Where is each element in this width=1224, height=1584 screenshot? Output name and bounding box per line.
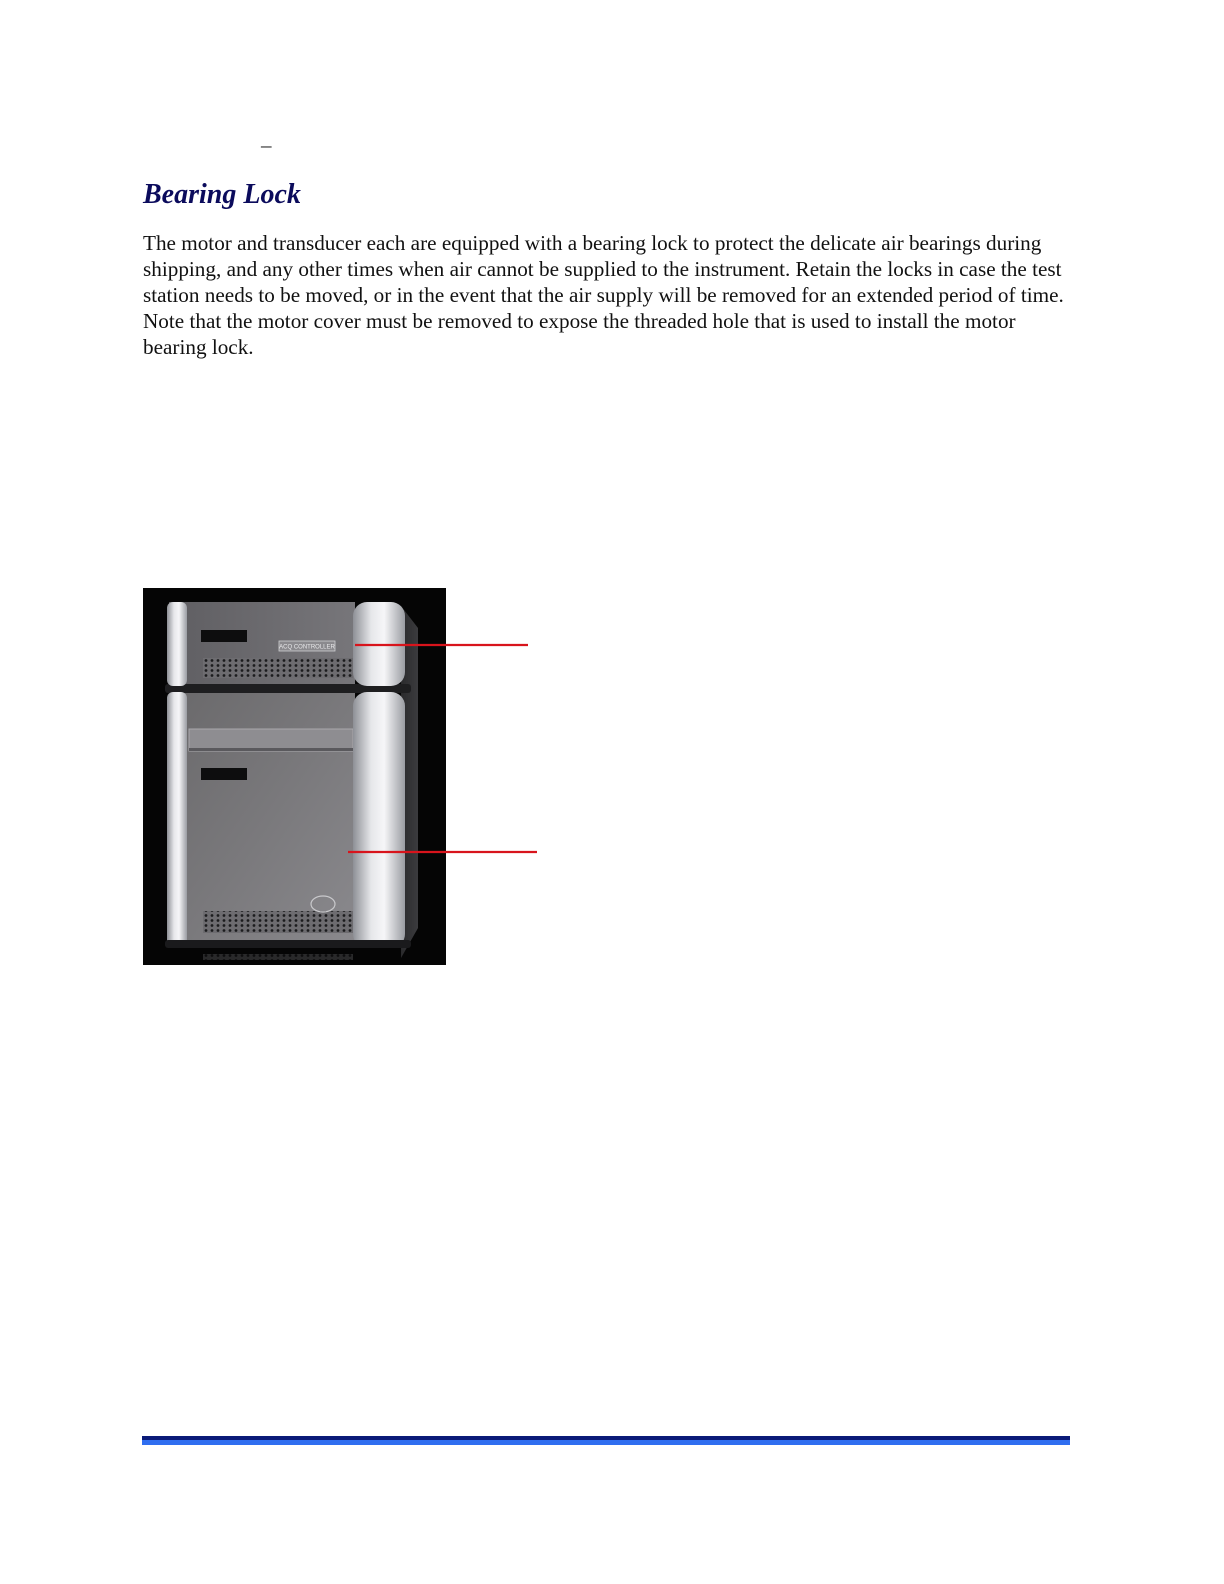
header-dash: – — [261, 133, 272, 157]
footer-rule-light — [142, 1440, 1070, 1445]
bottom-slot-bar — [189, 729, 353, 751]
top-display-slot — [201, 630, 247, 642]
bottom-display-slot — [201, 768, 247, 780]
device-base — [165, 940, 411, 948]
left-pillar-bottom — [167, 692, 187, 946]
base-reflection — [203, 954, 353, 960]
right-pillar-bottom — [353, 692, 405, 948]
instrument-photo — [143, 588, 543, 965]
body-paragraph: The motor and transducer each are equipped with a bearing lock to protect the delicate air bearings during shipping, and any other times when air cannot be supplied to the instrument. Retain the locks in case the test station needs to be moved, or in the event that the air supply will be removed for an extended period of time. Note that the motor cover must be removed to expose the threaded hole that is used to install the motor bearing lock. — [143, 231, 1064, 359]
controller-label-text: ACQ CONTROLLER — [279, 644, 335, 651]
instrument-figure — [143, 588, 543, 965]
footer-rule — [142, 1436, 1070, 1445]
section-title: Bearing Lock — [143, 179, 301, 210]
bottom-vent-grille — [203, 911, 353, 933]
left-pillar-top — [167, 602, 187, 686]
top-vent-grille — [203, 658, 353, 678]
